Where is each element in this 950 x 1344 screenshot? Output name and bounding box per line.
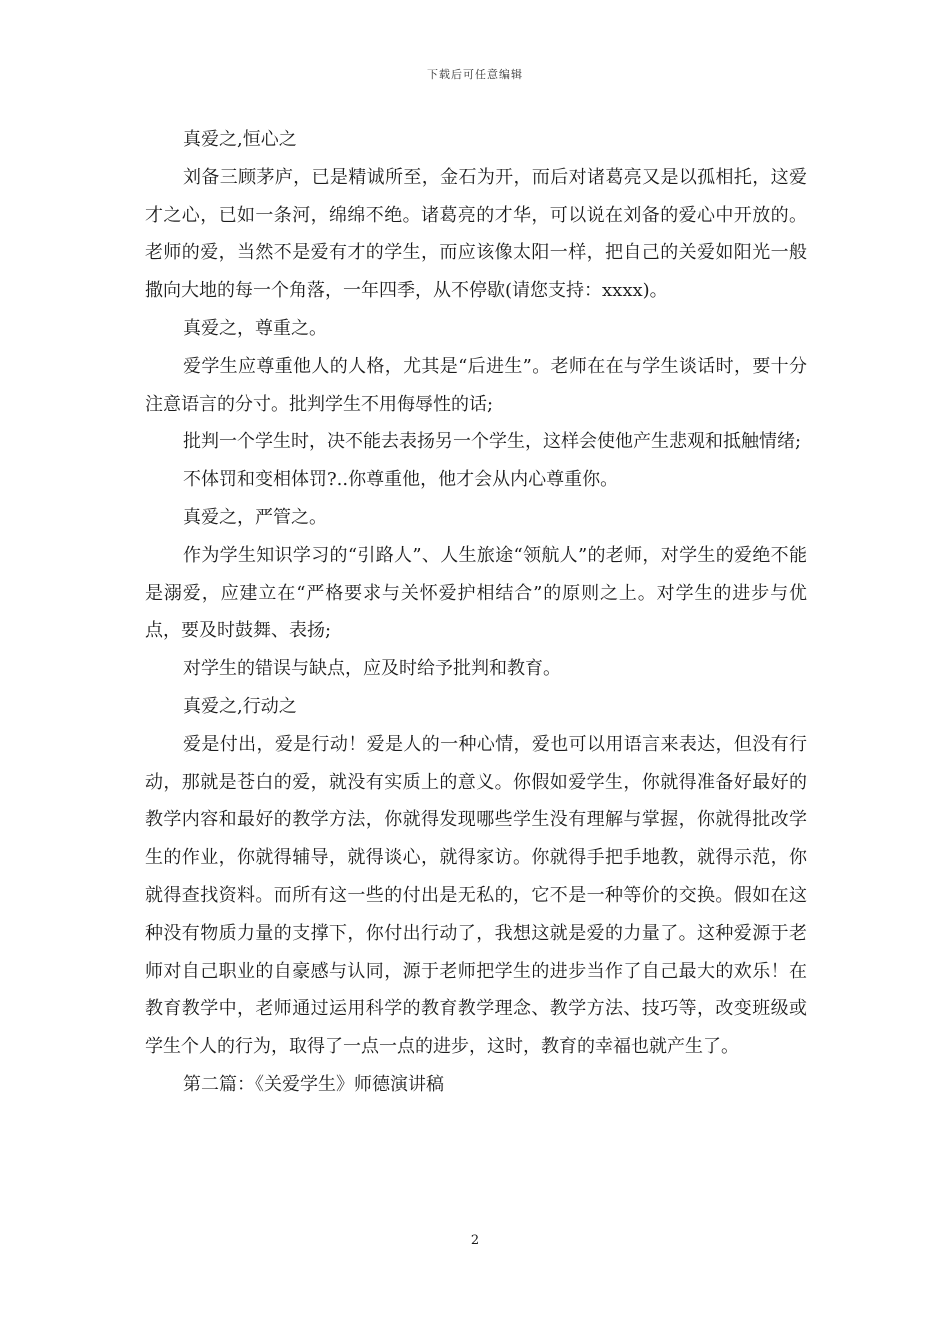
paragraph-love-is-action: 爱是付出，爱是行动！爱是人的一种心情，爱也可以用语言来表达，但没有行动，那就是苍白的爱，就没有实质上的意义。你假如爱学生，你就得准备好最好的教学内容和最好的教学方法，你就得发现哪些学生没有理解与掌握，你就得批改学生的作业，你就得辅导，就得谈心，就得家访。你就得手把手地教，就得示范，你就得查找资料。而所有这一些的付出是无私的，它不是一种等价的交换。假如在这种没有物质力量的支撑下，你付出行动了，我想这就是爱的力量了。这种爱源于老师对自己职业的自豪感与认同，源于老师把学生的进步当作了自己最大的欢乐！在教育教学中，老师通过运用科学的教育教学理念、教学方法、技巧等，改变班级或学生个人的行为，取得了一点一点的进步，这时，教育的幸福也就产生了。 [145, 733, 807, 1058]
paragraph-second-article-title: 第二篇：《关爱学生》师德演讲稿 [183, 1073, 444, 1095]
paragraph-heading-respect: 真爱之，尊重之。 [183, 317, 327, 339]
paragraph-no-punishment: 不体罚和变相体罚?..你尊重他，他才会从内心尊重你。 [183, 469, 619, 491]
paragraph-mistakes: 对学生的错误与缺点，应及时给予批判和教育。 [183, 658, 561, 680]
page-number: 2 [470, 1233, 480, 1248]
paragraph-heading-action: 真爱之,行动之 [183, 695, 297, 717]
document-body [145, 121, 807, 1104]
page-header-note: 下载后可任意编辑 [427, 68, 523, 81]
paragraph-heading-strict: 真爱之，严管之。 [183, 506, 327, 528]
paragraph-guide: 作为学生知识学习的“引路人”、人生旅途“领航人”的老师，对学生的爱绝不能是溺爱，应建立在“严格要求与关怀爱护相结合”的原则之上。对学生的进步与优点，要及时鼓舞、表扬; [145, 544, 807, 642]
paragraph-respect-personality: 爱学生应尊重他人的人格，尤其是“后进生”。老师在在与学生谈话时，要十分注意语言的分寸。批判学生不用侮辱性的话; [145, 355, 807, 415]
paragraph-criticism: 批判一个学生时，决不能去表扬另一个学生，这样会使他产生悲观和抵触情绪; [183, 431, 802, 453]
paragraph-heading-perseverance: 真爱之,恒心之 [183, 129, 297, 150]
paragraph-liu-bei: 刘备三顾茅庐，已是精诚所至，金石为开，而后对诸葛亮又是以孤相托，这爱才之心，已如一条河，绵绵不绝。诸葛亮的才华，可以说在刘备的爱心中开放的。老师的爱，当然不是爱有才的学生，而应该像太阳一样，把自己的关爱如阳光一般撒向大地的每一个角落，一年四季，从不停歇(请您支持：xxxx)。 [145, 166, 807, 302]
